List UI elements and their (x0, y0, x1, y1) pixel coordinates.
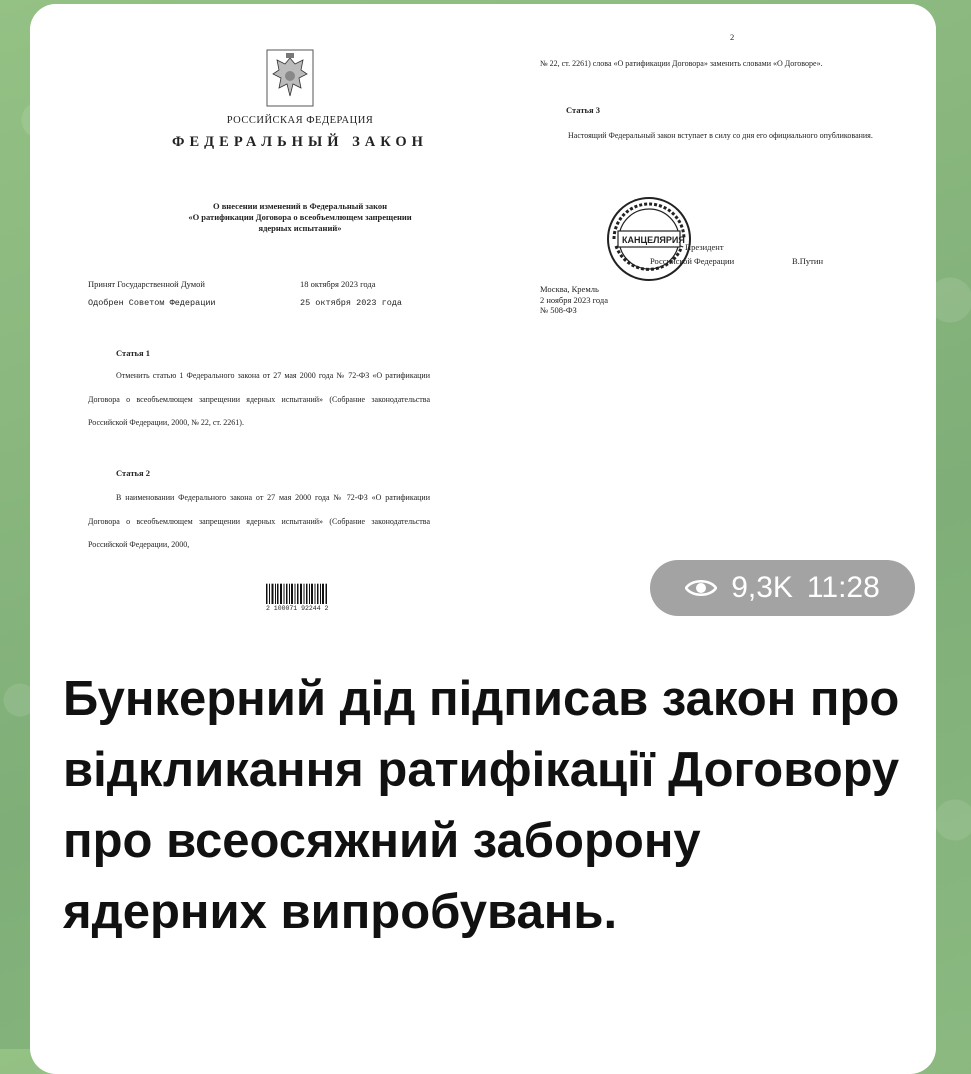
article-2-heading: Статья 2 (116, 468, 150, 478)
message-time: 11:28 (806, 571, 880, 604)
message-bubble (30, 4, 936, 1074)
signing-place: Москва, Кремль (540, 284, 599, 294)
barcode-icon (266, 580, 328, 604)
page-number: 2 (730, 32, 735, 42)
law-number: № 508-ФЗ (540, 305, 577, 315)
adopted-date: 18 октября 2023 года (300, 279, 376, 289)
barcode-number: 2 100071 92244 2 (266, 605, 329, 612)
law-title-line: О внесении изменений в Федеральный закон (212, 201, 388, 211)
article-2-text: В наименовании Федерального закона от 27 мая 2000 года № 72-ФЗ «О ратификации Договора о всеобъемлющем запрещении ядерных испытаний» (Собрание законодательства Российской Федерации, 2000, (88, 493, 430, 549)
view-count: 9,3K (731, 571, 793, 604)
law-title-line: ядерных испытаний» (258, 223, 342, 233)
document-page-1 (70, 4, 490, 644)
law-title (130, 201, 470, 234)
country-name: РОССИЙСКАЯ ФЕДЕРАЦИЯ (226, 115, 374, 126)
russian-emblem-icon (265, 48, 315, 108)
adopted-label: Принят Государственной Думой (88, 279, 205, 289)
continuation-text: № 22, ст. 2261) слова «О ратификации Договора» заменить словами «О Договоре». (540, 59, 823, 68)
law-heading: ФЕДЕРАЛЬНЫЙ ЗАКОН (172, 134, 428, 150)
article-3-heading: Статья 3 (566, 105, 600, 115)
document-page-2 (530, 4, 920, 644)
signing-details (540, 284, 608, 316)
article-1-text: Отменить статью 1 Федерального закона от 27 мая 2000 года № 72-ФЗ «О ратификации Договора о всеобъемлющем запрещении ядерных испытаний» (Собрание законодательства Российской Федерации, 2000, № 22, ст. 2261). (88, 371, 430, 427)
president-title: Президент (685, 242, 724, 252)
eye-icon (685, 577, 717, 599)
article-3-text: Настоящий Федеральный закон вступает в силу со дня его официального опубликования. (568, 131, 873, 140)
message-caption: Бункерний дід підписав закон про відкликання ратифікації Договору про всеосяжний заборону ядерних випробувань. (63, 672, 900, 939)
law-title-line: «О ратификации Договора о всеобъемлющем запрещении (188, 212, 412, 222)
signing-date: 2 ноября 2023 года (540, 294, 609, 305)
stamp-label: КАНЦЕЛЯРИЯ (622, 235, 685, 245)
approved-label: Одобрен Советом Федерации (88, 298, 216, 308)
article-1-heading: Статья 1 (116, 348, 150, 358)
approved-date: 25 октября 2023 года (300, 298, 403, 308)
document-image[interactable] (30, 4, 936, 644)
president-country: Российской Федерации (650, 256, 735, 266)
views-time-badge (650, 560, 915, 616)
signatory-name: В.Путин (792, 256, 823, 266)
